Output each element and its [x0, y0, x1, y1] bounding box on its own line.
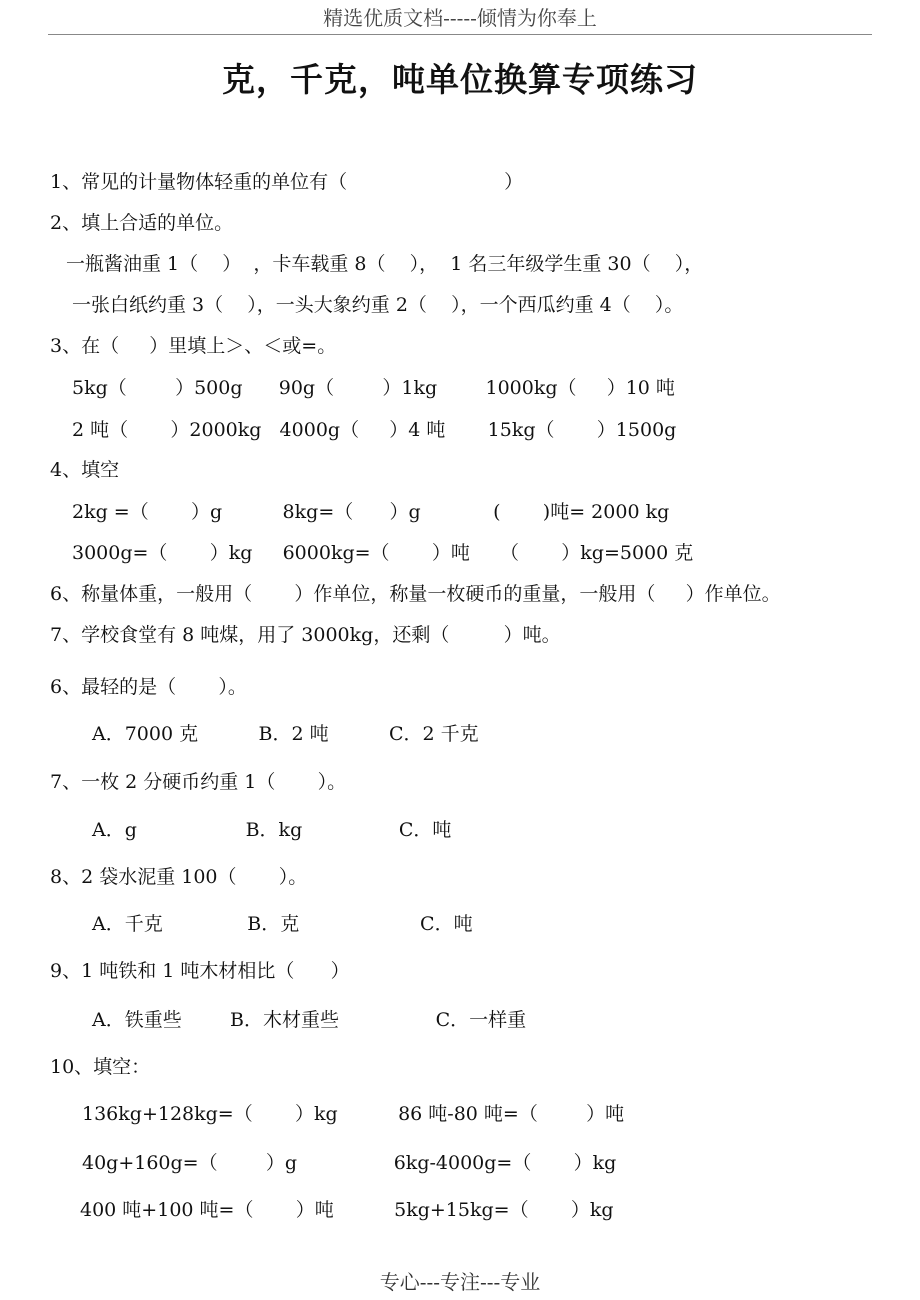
- question-10-line-1: 136kg+128kg=（ ）kg 86 吨-80 吨=（ ）吨: [82, 1103, 625, 1125]
- question-10-line-2: 40g+160g=（ ）g 6kg-4000g=（ ）kg: [82, 1152, 617, 1174]
- question-2-line-1: 一瓶酱油重 1（ ） ，卡车载重 8（ ）， 1 名三年级学生重 30（ ），: [66, 253, 704, 275]
- question-2-line-2: 一张白纸约重 3（ ），一头大象约重 2（ ），一个西瓜约重 4（ ）。: [72, 294, 684, 316]
- question-7a: 7、学校食堂有 8 吨煤，用了 3000kg，还剩（ ）吨。: [50, 624, 561, 646]
- question-3-line-1: 5kg（ ）500g 90g（ ）1kg 1000kg（ ）10 吨: [72, 377, 675, 399]
- question-7b-options: A．g B．kg C．吨: [92, 819, 452, 841]
- question-8-options: A．千克 B．克 C．吨: [92, 913, 473, 935]
- question-9: 9、1 吨铁和 1 吨木材相比（ ）: [50, 960, 350, 982]
- question-6b-options: A．7000 克 B．2 吨 C．2 千克: [92, 723, 479, 745]
- question-3: 3、在（ ）里填上＞、＜或=。: [50, 335, 337, 357]
- question-4-line-1: 2kg =（ ）g 8kg=（ ）g ( )吨= 2000 kg: [72, 501, 670, 523]
- page-title: 克，千克，吨单位换算专项练习: [222, 60, 698, 99]
- question-3-line-2: 2 吨（ ）2000kg 4000g（ ）4 吨 15kg（ ）1500g: [72, 419, 677, 441]
- question-6b: 6、最轻的是（ ）。: [50, 676, 247, 698]
- question-8: 8、2 袋水泥重 100（ ）。: [50, 866, 308, 888]
- question-9-options: A．铁重些 B．木材重些 C．一样重: [92, 1009, 527, 1031]
- question-4-line-2: 3000g=（ ）kg 6000kg=（ ）吨 （ ）kg=5000 克: [72, 542, 694, 564]
- question-10: 10、填空：: [50, 1056, 151, 1078]
- header-divider: [48, 34, 872, 35]
- page-header: 精选优质文档-----倾情为你奉上: [323, 6, 597, 30]
- page-footer: 专心---专注---专业: [379, 1270, 541, 1294]
- question-2: 2、填上合适的单位。: [50, 212, 234, 234]
- question-1: 1、常见的计量物体轻重的单位有（ ）: [50, 171, 524, 193]
- question-6a: 6、称量体重，一般用（ ）作单位，称量一枚硬币的重量，一般用（ ）作单位。: [50, 583, 781, 605]
- question-4: 4、填空: [50, 459, 120, 481]
- question-7b: 7、一枚 2 分硬币约重 1（ ）。: [50, 771, 347, 793]
- question-10-line-3: 400 吨+100 吨=（ ）吨 5kg+15kg=（ ）kg: [80, 1199, 614, 1221]
